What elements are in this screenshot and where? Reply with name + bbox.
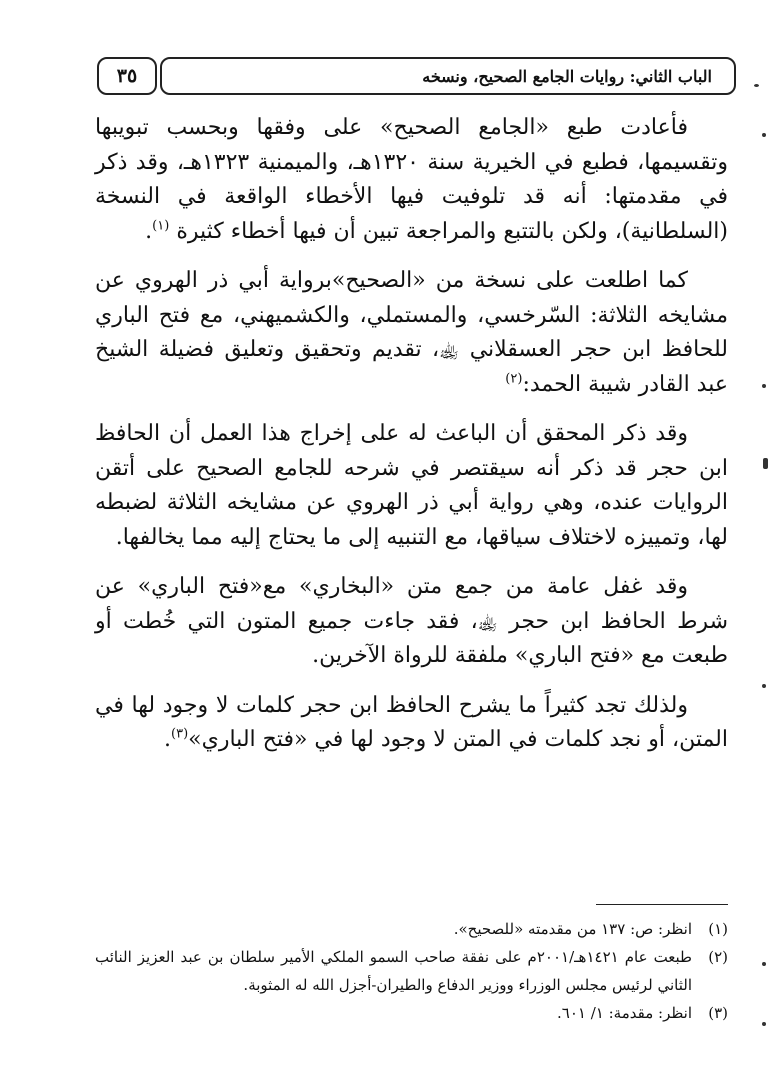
- chapter-title: الباب الثاني: روايات الجامع الصحيح، ونسخه: [422, 66, 712, 86]
- paragraph: ولذلك تجد كثيراً ما يشرح الحافظ ابن حجر كلمات لا وجود لها في المتن، أو نجد كلمات في المتن لا وجود لها في «فتح الباري»$^{(٣)}$.: [95, 692, 728, 752]
- footnote-ref[interactable]: (١): [152, 218, 170, 234]
- scan-mark: [762, 962, 766, 966]
- footnote-text: طبعت عام ١٤٢١هـ/٢٠٠١م على نفقة صاحب السمو الملكي الأمير سلطان بن عبد العزيز النائب الثاني لرئيس مجلس الوزراء ووزير الدفاع والطيران-أجزل الله له المثوبة.: [95, 948, 692, 994]
- footnote-number: (٢): [708, 948, 728, 966]
- scan-mark: [762, 133, 766, 137]
- scan-mark: [762, 384, 766, 388]
- scan-mark: [762, 1022, 766, 1026]
- paragraph: وقد غفل عامة من جمع متن «البخاري» مع«فتح الباري» عن شرط الحافظ ابن حجر ﵀، فقد جاءت جميع المتون التي خُطت أو طبعت مع «فتح الباري» ملفقة للرواة الآخرين.: [95, 574, 728, 668]
- page-number: ٣٥: [116, 65, 138, 87]
- body-text: [95, 111, 728, 758]
- footnote-text: انظر: ص: ١٣٧ من مقدمته «للصحيح».: [453, 920, 692, 938]
- footnote-number: (٣): [708, 1004, 728, 1022]
- footnote-text: انظر: مقدمة: ١/ ٦٠١.: [557, 1004, 692, 1022]
- footnote-ref[interactable]: (٣): [171, 726, 189, 742]
- scan-mark: [754, 84, 759, 87]
- running-header: [160, 57, 736, 95]
- footnote-ref[interactable]: (٢): [505, 371, 523, 387]
- footnote: [95, 915, 728, 943]
- paragraph: وقد ذكر المحقق أن الباعث له على إخراج هذا العمل أن الحافظ ابن حجر قد ذكر أنه سيقتصر في شرحه للجامع الصحيح على أتقن الروايات عنده، وهي رواية أبي ذر الهروي عن مشايخه الثلاثة لضبطه لها، وتمييزه لاختلاف سياقها، مع التنبيه إلى ما يحتاج إليه مما يخالفها.: [95, 421, 728, 550]
- page-number-box: [97, 57, 157, 95]
- scan-mark: [762, 684, 766, 688]
- scan-mark: [763, 458, 768, 469]
- footnote-number: (١): [708, 920, 728, 938]
- paragraph: فأعادت طبع «الجامع الصحيح» على وفقها وبحسب تبويبها وتقسيمها، فطبع في الخيرية سنة ١٣٢٠هـ، والميمنية ١٣٢٣هـ، وقد ذكر في مقدمتها: أنه قد تلوفيت فيها الأخطاء الواقعة في النسخة (السلطانية)، ولكن بالتتبع والمراجعة تبين أن فيها أخطاء كثيرة $^{(١)}$.: [95, 115, 728, 244]
- footnote: [95, 943, 728, 999]
- footnotes: [95, 915, 728, 1027]
- paragraph: كما اطلعت على نسخة من «الصحيح»برواية أبي ذر الهروي عن مشايخه الثلاثة: السّرخسي، والمستملي، والكشميهني، مع فتح الباري للحافظ ابن حجر العسقلاني ﵀، تقديم وتحقيق وتعليق فضيلة الشيخ عبد القادر شيبة الحمد:$^{(٢)}$: [95, 268, 728, 397]
- footnote: [95, 999, 728, 1027]
- footnote-divider: [596, 904, 728, 905]
